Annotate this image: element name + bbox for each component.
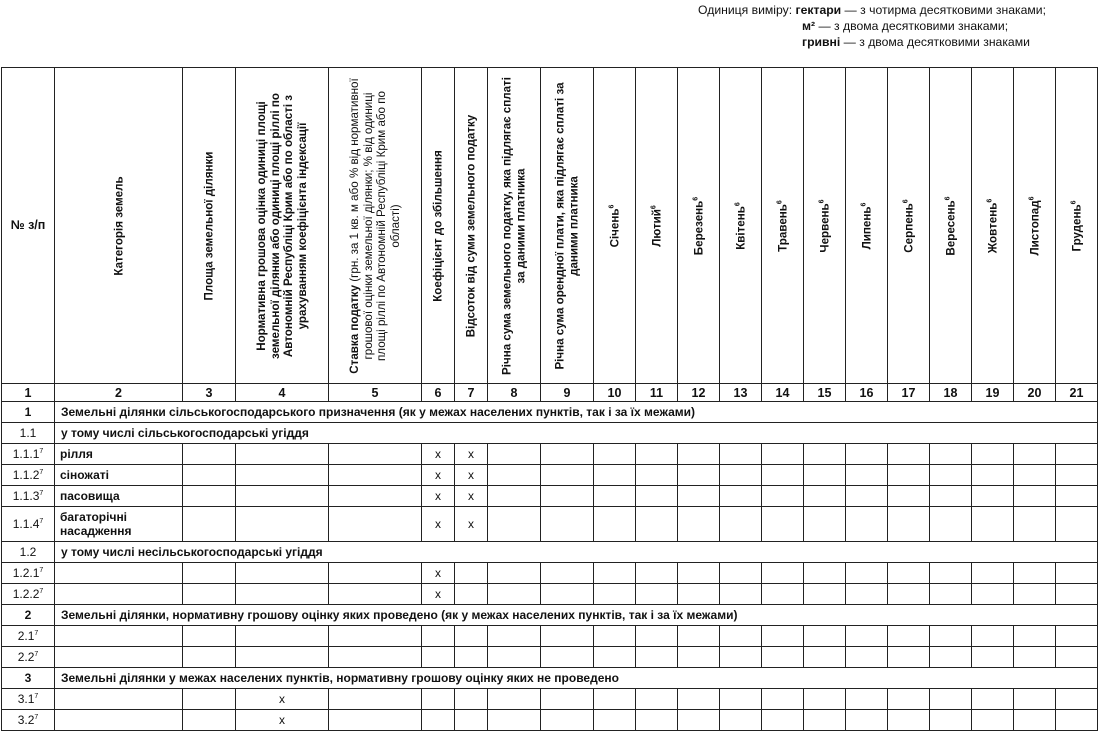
cell[interactable]: [888, 486, 930, 507]
cell[interactable]: [804, 507, 846, 542]
section-row: [2, 668, 1098, 689]
cell[interactable]: [720, 710, 762, 731]
cell[interactable]: [455, 689, 488, 710]
cell[interactable]: [183, 563, 236, 584]
units-line-2: м² — з двома десятковими знаками;: [802, 19, 1009, 33]
cell[interactable]: [1014, 444, 1056, 465]
header-month-7: Липень$^6$: [846, 68, 888, 384]
header-number: № з/п: [2, 68, 55, 384]
cell[interactable]: [488, 626, 541, 647]
cell[interactable]: [636, 507, 678, 542]
cell[interactable]: [455, 563, 488, 584]
cell[interactable]: [804, 710, 846, 731]
cell[interactable]: [762, 647, 804, 668]
cell[interactable]: [594, 710, 636, 731]
cell[interactable]: [846, 710, 888, 731]
cell[interactable]: [930, 584, 972, 605]
cell[interactable]: [1056, 507, 1098, 542]
cell[interactable]: [846, 465, 888, 486]
col-num: 16: [846, 384, 888, 402]
land-tax-table: [1, 67, 1098, 731]
header-month-11: Листопад$^6$: [1014, 68, 1056, 384]
cell[interactable]: [488, 689, 541, 710]
cell[interactable]: [762, 507, 804, 542]
cell[interactable]: [972, 626, 1014, 647]
cell[interactable]: [930, 444, 972, 465]
cell[interactable]: [930, 647, 972, 668]
col-num: 13: [720, 384, 762, 402]
cell[interactable]: [678, 626, 720, 647]
cell[interactable]: [846, 647, 888, 668]
cell[interactable]: [888, 626, 930, 647]
cell[interactable]: [720, 486, 762, 507]
cell[interactable]: [762, 486, 804, 507]
cell[interactable]: [804, 486, 846, 507]
col-num: 8: [488, 384, 541, 402]
cell[interactable]: [972, 647, 1014, 668]
x-mark: x: [236, 689, 329, 710]
cell[interactable]: [720, 444, 762, 465]
header-area: Площа земельної ділянки: [183, 68, 236, 384]
cell[interactable]: [1014, 710, 1056, 731]
cell[interactable]: [1056, 689, 1098, 710]
cell[interactable]: [236, 584, 329, 605]
cell[interactable]: [236, 507, 329, 542]
cell[interactable]: [329, 710, 422, 731]
cell[interactable]: [678, 465, 720, 486]
cell[interactable]: [636, 486, 678, 507]
cell[interactable]: [594, 507, 636, 542]
cell[interactable]: [888, 444, 930, 465]
cell[interactable]: [55, 647, 183, 668]
section-row: [2, 402, 1098, 423]
col-num: 6: [422, 384, 455, 402]
x-mark: x: [455, 507, 488, 542]
header-annual-rent: Річна сума орендної плати, яка підлягає сплаті за даними платника: [541, 68, 594, 384]
subsection-row: [2, 542, 1098, 563]
col-num: 15: [804, 384, 846, 402]
cell[interactable]: [1014, 563, 1056, 584]
cell[interactable]: [329, 584, 422, 605]
cell[interactable]: [678, 710, 720, 731]
cell[interactable]: [636, 626, 678, 647]
cell[interactable]: [541, 465, 594, 486]
cell[interactable]: [636, 563, 678, 584]
cell[interactable]: [1056, 584, 1098, 605]
cell[interactable]: [594, 563, 636, 584]
cell[interactable]: [422, 647, 455, 668]
cell[interactable]: [1056, 465, 1098, 486]
col-num: 10: [594, 384, 636, 402]
header-month-10: Жовтень$^6$: [972, 68, 1014, 384]
cell[interactable]: [541, 444, 594, 465]
row-number: 1.2.2$^7$: [2, 584, 55, 605]
cell[interactable]: [236, 647, 329, 668]
col-num: 9: [541, 384, 594, 402]
cell[interactable]: [846, 563, 888, 584]
cell[interactable]: [329, 444, 422, 465]
cell[interactable]: [636, 710, 678, 731]
row-label: пасовища: [55, 486, 183, 507]
cell[interactable]: [846, 584, 888, 605]
section-title: Земельні ділянки, нормативну грошову оцінку яких проведено (як у межах населених пунктів, так і за їх межами): [55, 605, 1098, 626]
row-number: 1.1: [2, 423, 55, 444]
cell[interactable]: [720, 507, 762, 542]
cell[interactable]: [488, 486, 541, 507]
x-mark: x: [455, 465, 488, 486]
cell[interactable]: [422, 626, 455, 647]
cell[interactable]: [236, 444, 329, 465]
col-num: 17: [888, 384, 930, 402]
header-row: [2, 68, 1098, 384]
cell[interactable]: [930, 710, 972, 731]
cell[interactable]: [636, 689, 678, 710]
row-number: $3.2^7$: [2, 710, 55, 731]
cell[interactable]: [1014, 647, 1056, 668]
cell[interactable]: [55, 626, 183, 647]
col-num: 5: [329, 384, 422, 402]
cell[interactable]: [1056, 444, 1098, 465]
cell[interactable]: [636, 647, 678, 668]
cell[interactable]: [846, 444, 888, 465]
cell[interactable]: [541, 689, 594, 710]
cell[interactable]: [55, 584, 183, 605]
col-num: 18: [930, 384, 972, 402]
cell[interactable]: [329, 507, 422, 542]
header-normative-value: Нормативна грошова оцінка одиниці площі земельної ділянки або одиниці площі ріллі по Автономній Республіці Крим або по області з урахуванням коефіцієнта індексації: [236, 68, 329, 384]
cell[interactable]: [972, 710, 1014, 731]
cell[interactable]: [594, 584, 636, 605]
cell[interactable]: [930, 689, 972, 710]
x-mark: x: [455, 444, 488, 465]
cell[interactable]: [541, 507, 594, 542]
header-percent: Відсоток від суми земельного податку: [455, 68, 488, 384]
cell[interactable]: [183, 584, 236, 605]
cell[interactable]: [804, 465, 846, 486]
cell[interactable]: [972, 444, 1014, 465]
cell[interactable]: [636, 584, 678, 605]
cell[interactable]: [594, 689, 636, 710]
x-mark: x: [422, 584, 455, 605]
col-num: 21: [1056, 384, 1098, 402]
cell[interactable]: [636, 465, 678, 486]
x-mark: x: [422, 465, 455, 486]
row-number: 3: [2, 668, 55, 689]
cell[interactable]: [1056, 647, 1098, 668]
header-tax-rate: Ставка податку (грн. за 1 кв. м або % від нормативної грошової оцінки земельної ділянки; % від одиниці площі ріллі по Автономній Республіці Крим або по області): [329, 68, 422, 384]
cell[interactable]: [594, 444, 636, 465]
cell[interactable]: [804, 444, 846, 465]
header-annual-tax: Річна сума земельного податку, яка підлягає сплаті за даними платника: [488, 68, 541, 384]
cell[interactable]: [594, 647, 636, 668]
cell[interactable]: [183, 647, 236, 668]
cell[interactable]: [183, 626, 236, 647]
row-number: 1.1.2$^7$: [2, 465, 55, 486]
cell[interactable]: [888, 563, 930, 584]
col-num: 20: [1014, 384, 1056, 402]
cell[interactable]: [455, 584, 488, 605]
header-month-3: Березень$^6$: [678, 68, 720, 384]
cell[interactable]: [720, 563, 762, 584]
cell[interactable]: [678, 486, 720, 507]
cell[interactable]: [329, 563, 422, 584]
cell[interactable]: [888, 647, 930, 668]
cell[interactable]: [236, 486, 329, 507]
cell[interactable]: [804, 626, 846, 647]
cell[interactable]: [1014, 689, 1056, 710]
section-row: [2, 605, 1098, 626]
cell[interactable]: [183, 507, 236, 542]
cell[interactable]: [488, 563, 541, 584]
units-line-1: Одиниця виміру: гектари — з чотирма десятковими знаками;: [698, 3, 1046, 17]
header-coefficient: Коефіцієнт до збільшення: [422, 68, 455, 384]
cell[interactable]: [762, 584, 804, 605]
cell[interactable]: [762, 710, 804, 731]
cell[interactable]: [329, 689, 422, 710]
cell[interactable]: [541, 584, 594, 605]
row-number: 1.1.3$^7$: [2, 486, 55, 507]
cell[interactable]: [1056, 563, 1098, 584]
table-row: [2, 689, 1098, 710]
cell[interactable]: [762, 689, 804, 710]
header-month-9: Вересень$^6$: [930, 68, 972, 384]
col-num: 14: [762, 384, 804, 402]
header-month-1: Січень$^6$: [594, 68, 636, 384]
cell[interactable]: [804, 689, 846, 710]
table-row: [2, 710, 1098, 731]
col-num: 3: [183, 384, 236, 402]
cell[interactable]: [1014, 507, 1056, 542]
cell[interactable]: [678, 507, 720, 542]
cell[interactable]: [888, 584, 930, 605]
cell[interactable]: [488, 465, 541, 486]
cell[interactable]: [594, 465, 636, 486]
table-row: [2, 465, 1098, 486]
cell[interactable]: [762, 563, 804, 584]
cell[interactable]: [422, 689, 455, 710]
table-row: [2, 563, 1098, 584]
table-row: [2, 584, 1098, 605]
cell[interactable]: [329, 626, 422, 647]
section-title: Земельні ділянки у межах населених пунктів, нормативну грошову оцінку яких не проведено: [55, 668, 1098, 689]
cell[interactable]: [1014, 486, 1056, 507]
cell[interactable]: [762, 444, 804, 465]
cell[interactable]: [55, 563, 183, 584]
cell[interactable]: [455, 647, 488, 668]
x-mark: x: [422, 563, 455, 584]
header-month-6: Червень$^6$: [804, 68, 846, 384]
table-row: [2, 626, 1098, 647]
cell[interactable]: [972, 563, 1014, 584]
cell[interactable]: [594, 486, 636, 507]
cell[interactable]: [422, 710, 455, 731]
cell[interactable]: [930, 486, 972, 507]
subsection-title: у тому числі сільськогосподарські угіддя: [55, 423, 1098, 444]
section-title: Земельні ділянки сільськогосподарського призначення (як у межах населених пунктів, так і за їх межами): [55, 402, 1098, 423]
cell[interactable]: [930, 626, 972, 647]
row-number: 1: [2, 402, 55, 423]
cell[interactable]: [1014, 626, 1056, 647]
cell[interactable]: [183, 689, 236, 710]
table-row: [2, 444, 1098, 465]
cell[interactable]: [720, 647, 762, 668]
cell[interactable]: [804, 563, 846, 584]
subsection-title: у тому числі несільськогосподарські угіддя: [55, 542, 1098, 563]
col-num: 4: [236, 384, 329, 402]
cell[interactable]: [888, 689, 930, 710]
x-mark: x: [422, 444, 455, 465]
cell[interactable]: [846, 486, 888, 507]
row-number: $3.1^7$: [2, 689, 55, 710]
cell[interactable]: [972, 689, 1014, 710]
cell[interactable]: [1056, 710, 1098, 731]
row-number: 1.1.1$^7$: [2, 444, 55, 465]
cell[interactable]: [455, 710, 488, 731]
row-label: сіножаті: [55, 465, 183, 486]
cell[interactable]: [183, 465, 236, 486]
cell[interactable]: [488, 444, 541, 465]
cell[interactable]: [541, 710, 594, 731]
row-number: $2.1^7$: [2, 626, 55, 647]
cell[interactable]: [541, 563, 594, 584]
cell[interactable]: [720, 689, 762, 710]
cell[interactable]: [972, 486, 1014, 507]
cell[interactable]: [846, 626, 888, 647]
cell[interactable]: [930, 507, 972, 542]
x-mark: x: [422, 507, 455, 542]
cell[interactable]: [762, 465, 804, 486]
header-month-5: Травень$^6$: [762, 68, 804, 384]
cell[interactable]: [236, 465, 329, 486]
table-row: [2, 486, 1098, 507]
cell[interactable]: [1056, 626, 1098, 647]
cell[interactable]: [636, 444, 678, 465]
cell[interactable]: [972, 584, 1014, 605]
cell[interactable]: [678, 647, 720, 668]
row-label: багаторічні насадження: [55, 507, 183, 542]
cell[interactable]: [678, 689, 720, 710]
row-number: 1.2.1$^7$: [2, 563, 55, 584]
cell[interactable]: [55, 689, 183, 710]
cell[interactable]: [804, 584, 846, 605]
cell[interactable]: [678, 444, 720, 465]
header-category: Категорія земель: [55, 68, 183, 384]
cell[interactable]: [930, 563, 972, 584]
row-number: 1.2: [2, 542, 55, 563]
units-line-3: гривні — з двома десятковими знаками: [802, 35, 1030, 49]
cell[interactable]: [329, 486, 422, 507]
cell[interactable]: [488, 584, 541, 605]
cell[interactable]: [329, 465, 422, 486]
col-num: 19: [972, 384, 1014, 402]
table-row: [2, 647, 1098, 668]
cell[interactable]: [678, 563, 720, 584]
units-note: [698, 2, 1098, 50]
cell[interactable]: [541, 486, 594, 507]
cell[interactable]: [1056, 486, 1098, 507]
cell[interactable]: [329, 647, 422, 668]
cell[interactable]: [455, 626, 488, 647]
row-number: 2: [2, 605, 55, 626]
cell[interactable]: [930, 465, 972, 486]
cell[interactable]: [1014, 465, 1056, 486]
col-num: 11: [636, 384, 678, 402]
cell[interactable]: [972, 465, 1014, 486]
cell[interactable]: [236, 563, 329, 584]
cell[interactable]: [888, 710, 930, 731]
header-month-4: Квітень$^6$: [720, 68, 762, 384]
cell[interactable]: [488, 507, 541, 542]
cell[interactable]: [183, 710, 236, 731]
cell[interactable]: [846, 507, 888, 542]
col-num: 7: [455, 384, 488, 402]
col-num: 12: [678, 384, 720, 402]
cell[interactable]: [236, 626, 329, 647]
header-month-8: Серпень$^6$: [888, 68, 930, 384]
table-row: [2, 507, 1098, 542]
cell[interactable]: [888, 465, 930, 486]
cell[interactable]: [488, 647, 541, 668]
cell[interactable]: [846, 689, 888, 710]
cell[interactable]: [720, 465, 762, 486]
cell[interactable]: [678, 584, 720, 605]
subsection-row: [2, 423, 1098, 444]
cell[interactable]: [183, 444, 236, 465]
x-mark: x: [422, 486, 455, 507]
cell[interactable]: [488, 710, 541, 731]
row-label: рілля: [55, 444, 183, 465]
cell[interactable]: [804, 647, 846, 668]
col-num: 1: [2, 384, 55, 402]
cell[interactable]: [541, 647, 594, 668]
cell[interactable]: [762, 626, 804, 647]
cell[interactable]: [55, 710, 183, 731]
col-num: 2: [55, 384, 183, 402]
row-number: 1.1.4$^7$: [2, 507, 55, 542]
header-month-12: Грудень$^6$: [1056, 68, 1098, 384]
x-mark: x: [236, 710, 329, 731]
x-mark: x: [455, 486, 488, 507]
cell[interactable]: [720, 584, 762, 605]
cell[interactable]: [972, 507, 1014, 542]
row-number: $2.2^7$: [2, 647, 55, 668]
cell[interactable]: [183, 486, 236, 507]
cell[interactable]: [594, 626, 636, 647]
cell[interactable]: [720, 626, 762, 647]
cell[interactable]: [888, 507, 930, 542]
cell[interactable]: [541, 626, 594, 647]
cell[interactable]: [1014, 584, 1056, 605]
header-month-2: Лютий$^6$: [636, 68, 678, 384]
column-numbers-row: [2, 384, 1098, 402]
